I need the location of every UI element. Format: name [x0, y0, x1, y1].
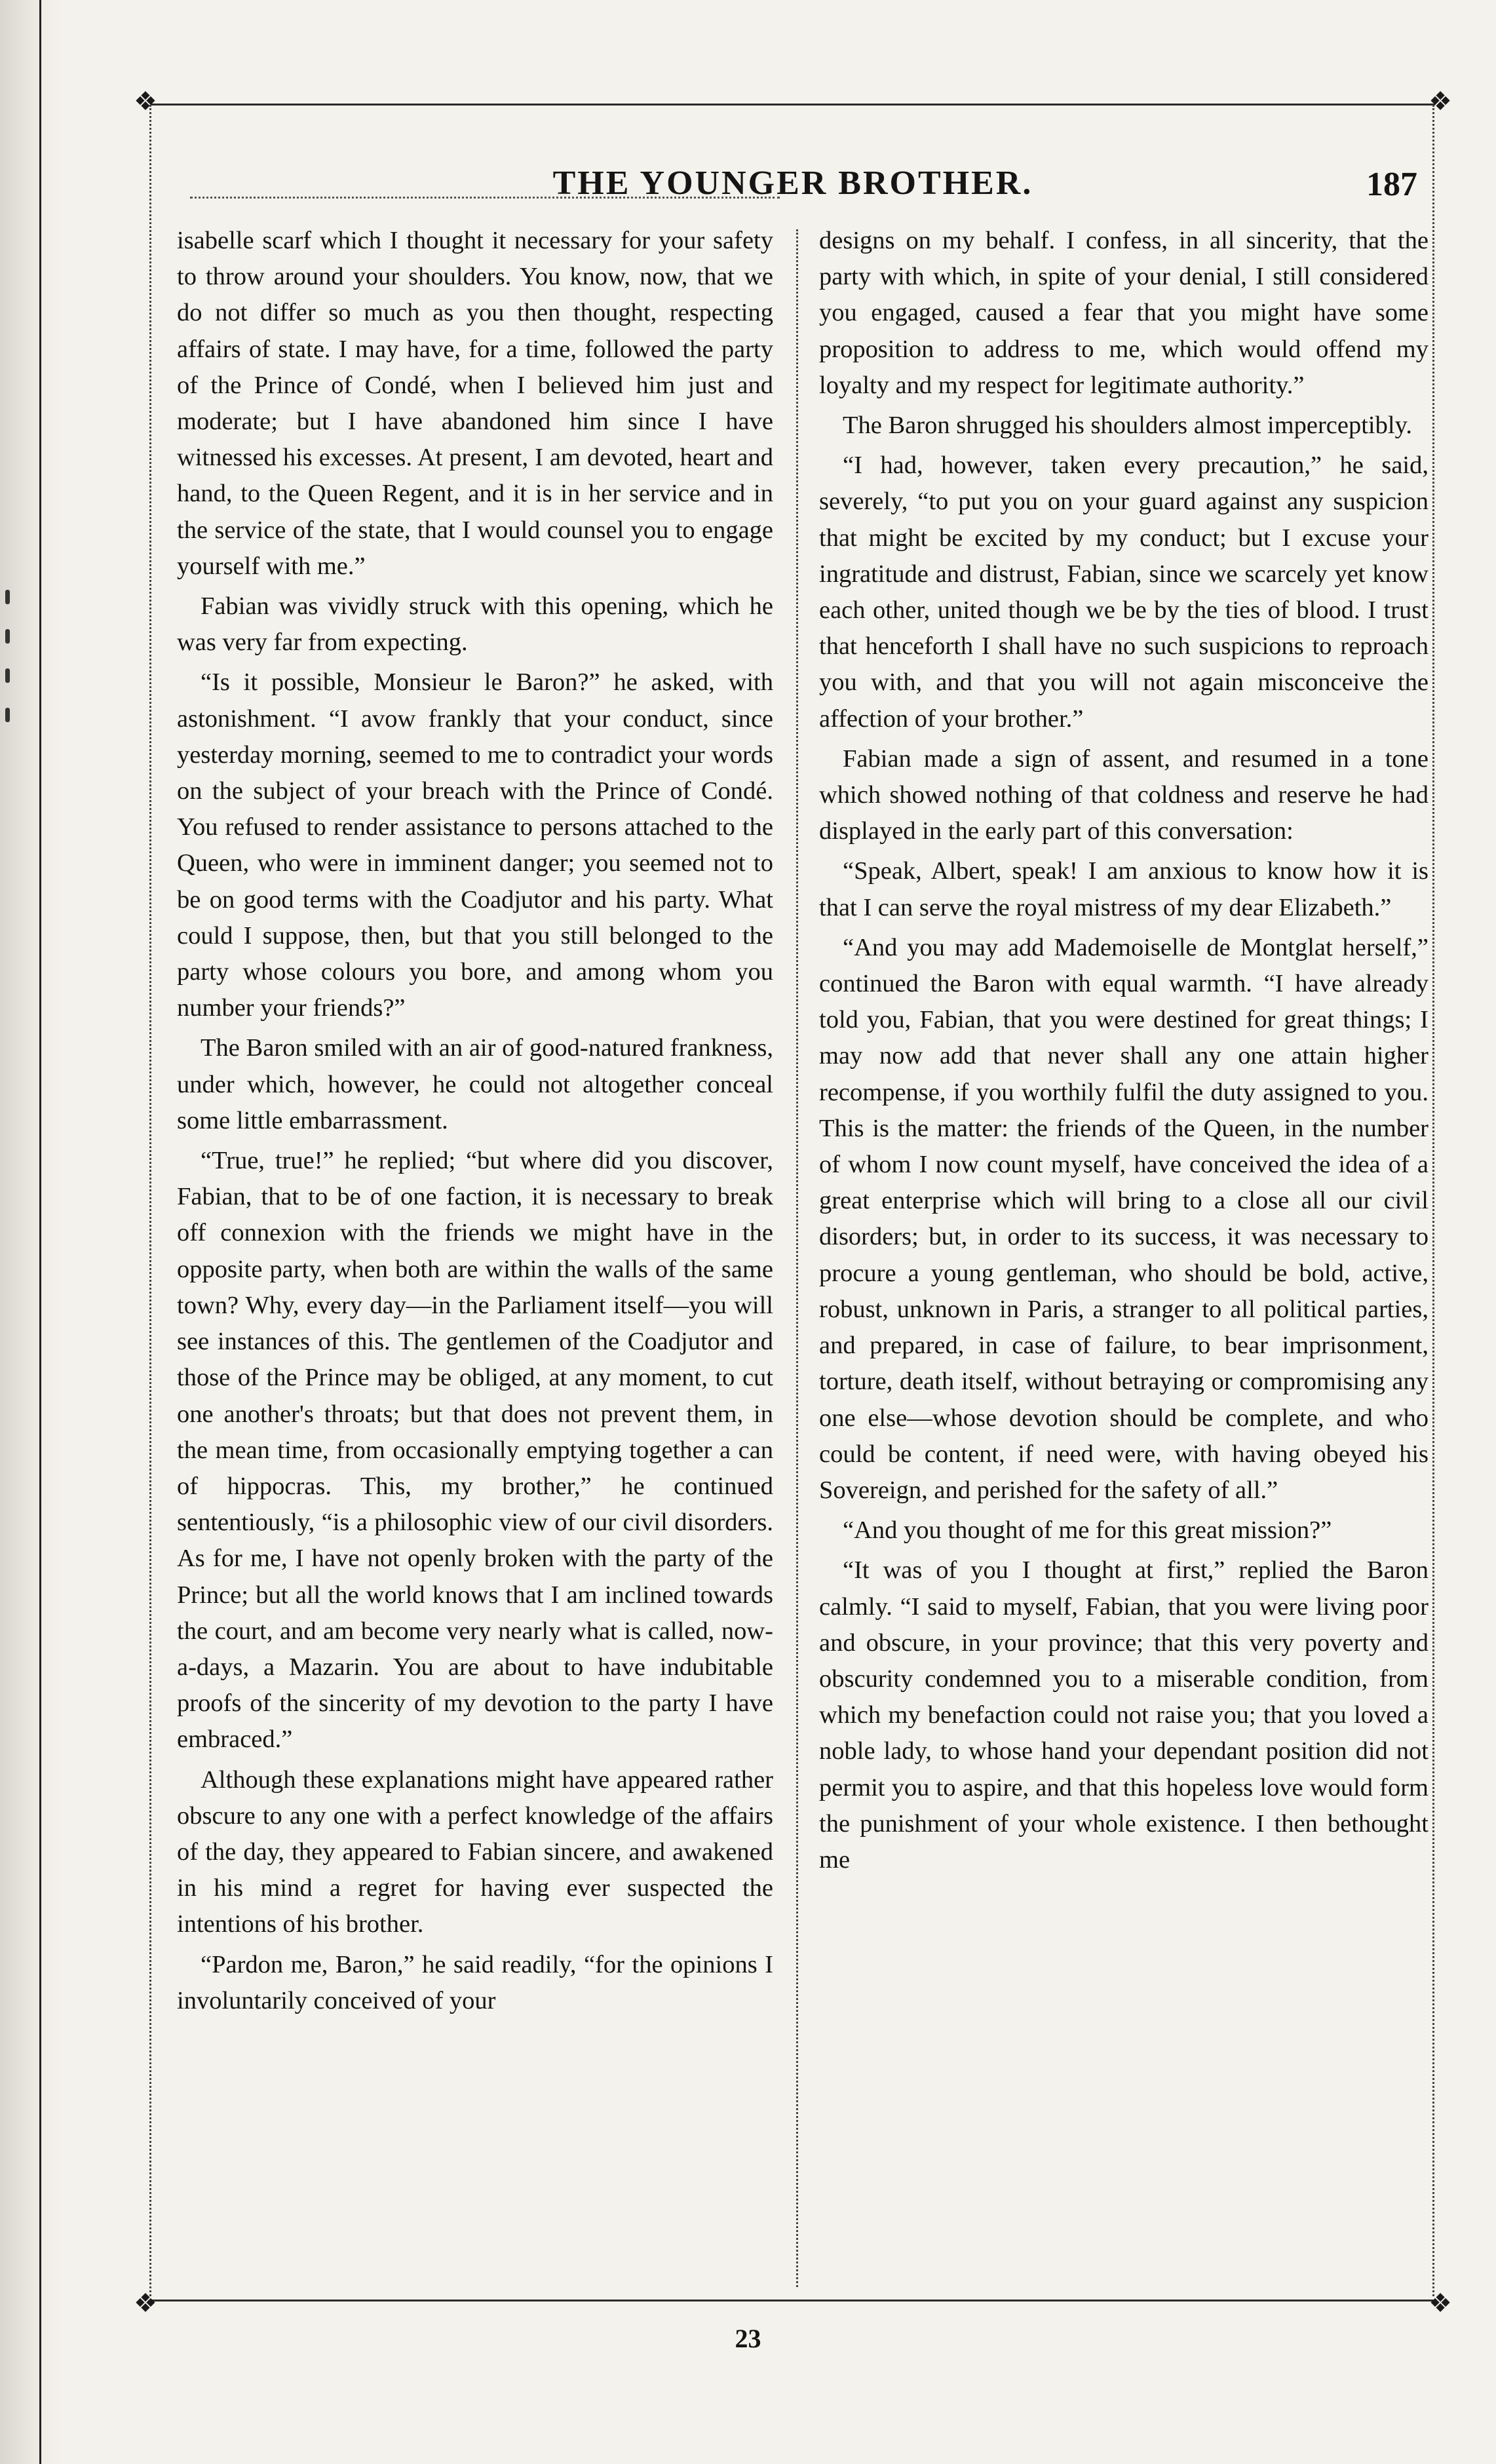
running-head: THE YOUNGER BROTHER.: [552, 164, 1033, 202]
paragraph: “Pardon me, Baron,” he said readily, “for the opinions I involuntarily conceived of your: [177, 1950, 773, 2014]
left-column: [177, 223, 773, 2274]
frame-ornament-icon: ❖: [134, 87, 157, 117]
paragraph: Fabian made a sign of assent, and resumed in a tone which showed nothing of that coldness and reserve he had displayed in the early part of this conversation:: [819, 744, 1429, 845]
column-divider: [796, 229, 799, 2287]
paragraph: “I had, however, taken every precaution,” he said, severely, “to put you on your guard against any suspicion that might be excited by my conduct; but I excuse your ingratitude and distrust, Fabian, since we scarcely yet know each other, united though we be by the ties of blood. I trust that henceforth I shall have no such suspicions to reproach you with, and that you will not again misconceive the affection of your brother.”: [819, 452, 1429, 733]
paragraph: “True, true!” he replied; “but where did you discover, Fabian, that to be of one faction, it is necessary to break off connexion with the friends we might have in the opposite party, when both are within the walls of the same town? Why, every day—in the Parliament itself—you will see instances of this. The gentlemen of the Coadjutor and those of the Prince may be obliged, at any moment, to cut one another's throats; but that does not prevent them, in the mean time, from occasionally emptying together a can of hippocras. This, my brother,” he continued sententiously, “is a philosophic view of our civil disorders. As for me, I have not openly broken with the party of the Prince; but all the world knows that I am inclined towards the court, and am become very nearly what is called, now-a-days, a Mazarin. You are about to have indubitable proofs of the sincerity of my devotion to the party I have embraced.”: [177, 1147, 773, 1754]
paragraph: “It was of you I thought at first,” replied the Baron calmly. “I said to myself, Fabian, that you were living poor and obscure, in your province; that this very poverty and obscurity condemned you to a miserable condition, from which my benefaction could not raise you; that you loved a noble lady, to whose hand your dependant position did not permit you to aspire, and that this hopeless love would form the punishment of your whole existence. I then bethought me: [819, 1556, 1429, 1874]
gutter-mark: [5, 629, 10, 644]
frame-ornament-icon: ❖: [1429, 2288, 1452, 2319]
gutter-mark: [5, 668, 10, 683]
frame-ornament-icon: ❖: [134, 2288, 157, 2319]
paragraph: “And you thought of me for this great mission?”: [843, 1516, 1332, 1545]
paragraph: “Is it possible, Monsieur le Baron?” he asked, with astonishment. “I avow frankly that your conduct, since yesterday morning, seemed to me to contradict your words on the subject of your breach with the Prince of Condé. You refused to render assistance to persons attached to the Queen, who were in imminent danger; you seemed not to be on good terms with the Coadjutor and his party. What could I suppose, then, but that you still belonged to the party whose colours you bore, and among whom you number your friends?”: [177, 668, 773, 1022]
gutter-edge-line: [39, 0, 41, 2464]
frame-ornament-icon: ❖: [1429, 87, 1452, 117]
signature-mark: 23: [735, 2324, 761, 2353]
paragraph: Fabian was vividly struck with this opening, which he was very far from expecting.: [177, 592, 773, 657]
gutter-mark: [5, 590, 10, 604]
paragraph: “Speak, Albert, speak! I am anxious to know how it is that I can serve the royal mistress of my dear Elizabeth.”: [819, 857, 1429, 921]
paragraph: Although these explanations might have appeared rather obscure to any one with a perfect knowledge of the affairs of the day, they appeared to Fabian sincere, and awakened in his mind a regret for having ever suspected the intentions of his brother.: [177, 1765, 773, 1938]
page-number: 187: [1366, 166, 1417, 203]
paragraph: “And you may add Mademoiselle de Montglat herself,” continued the Baron with equal warmth. “I have already told you, Fabian, that you were destined for great things; I may now add that never shall any one attain higher recompense, if you worthily fulfil the duty assigned to you. This is the matter: the friends of the Queen, in the number of whom I now count myself, have conceived the idea of a great enterprise which will bring to a close all our civil disorders; but, in order to its success, it was necessary to procure a young gentleman, who should be bold, active, robust, unknown in Paris, a stranger to all political parties, and prepared, in case of failure, to bear imprisonment, torture, death itself, without betraying or compromising any one else—whose devotion should be complete, and who could be content, if need were, with having obeyed his Sovereign, and perished for the safety of all.”: [819, 933, 1429, 1504]
paragraph: designs on my behalf. I confess, in all sincerity, that the party with which, in spite of your denial, I still considered you engaged, caused a fear that you might have some proposition to address to me, which would offend my loyalty and my respect for legitimate authority.”: [819, 227, 1429, 399]
frame-right-border: [1432, 105, 1437, 2296]
paragraph: isabelle scarf which I thought it necessary for your safety to throw around your shoulders. You know, now, that we do not differ so much as you then thought, respecting affairs of state. I may have, for a time, followed the party of the Prince of Condé, when I believed him just and moderate; but I have abandoned him since I have witnessed his excesses. At present, I am devoted, heart and hand, to the Queen Regent, and it is in her service and in the service of the state, that I would counsel you to engage yourself with me.”: [177, 227, 773, 580]
right-column: [819, 223, 1429, 2274]
frame-left-border: [149, 105, 154, 2296]
binding-gutter: [0, 0, 62, 2464]
gutter-mark: [5, 708, 10, 722]
header-rule: [190, 197, 780, 201]
paragraph: The Baron smiled with an air of good-natured frankness, under which, however, he could not altogether conceal some little embarrassment.: [177, 1034, 773, 1134]
paragraph: The Baron shrugged his shoulders almost imperceptibly.: [843, 412, 1412, 440]
